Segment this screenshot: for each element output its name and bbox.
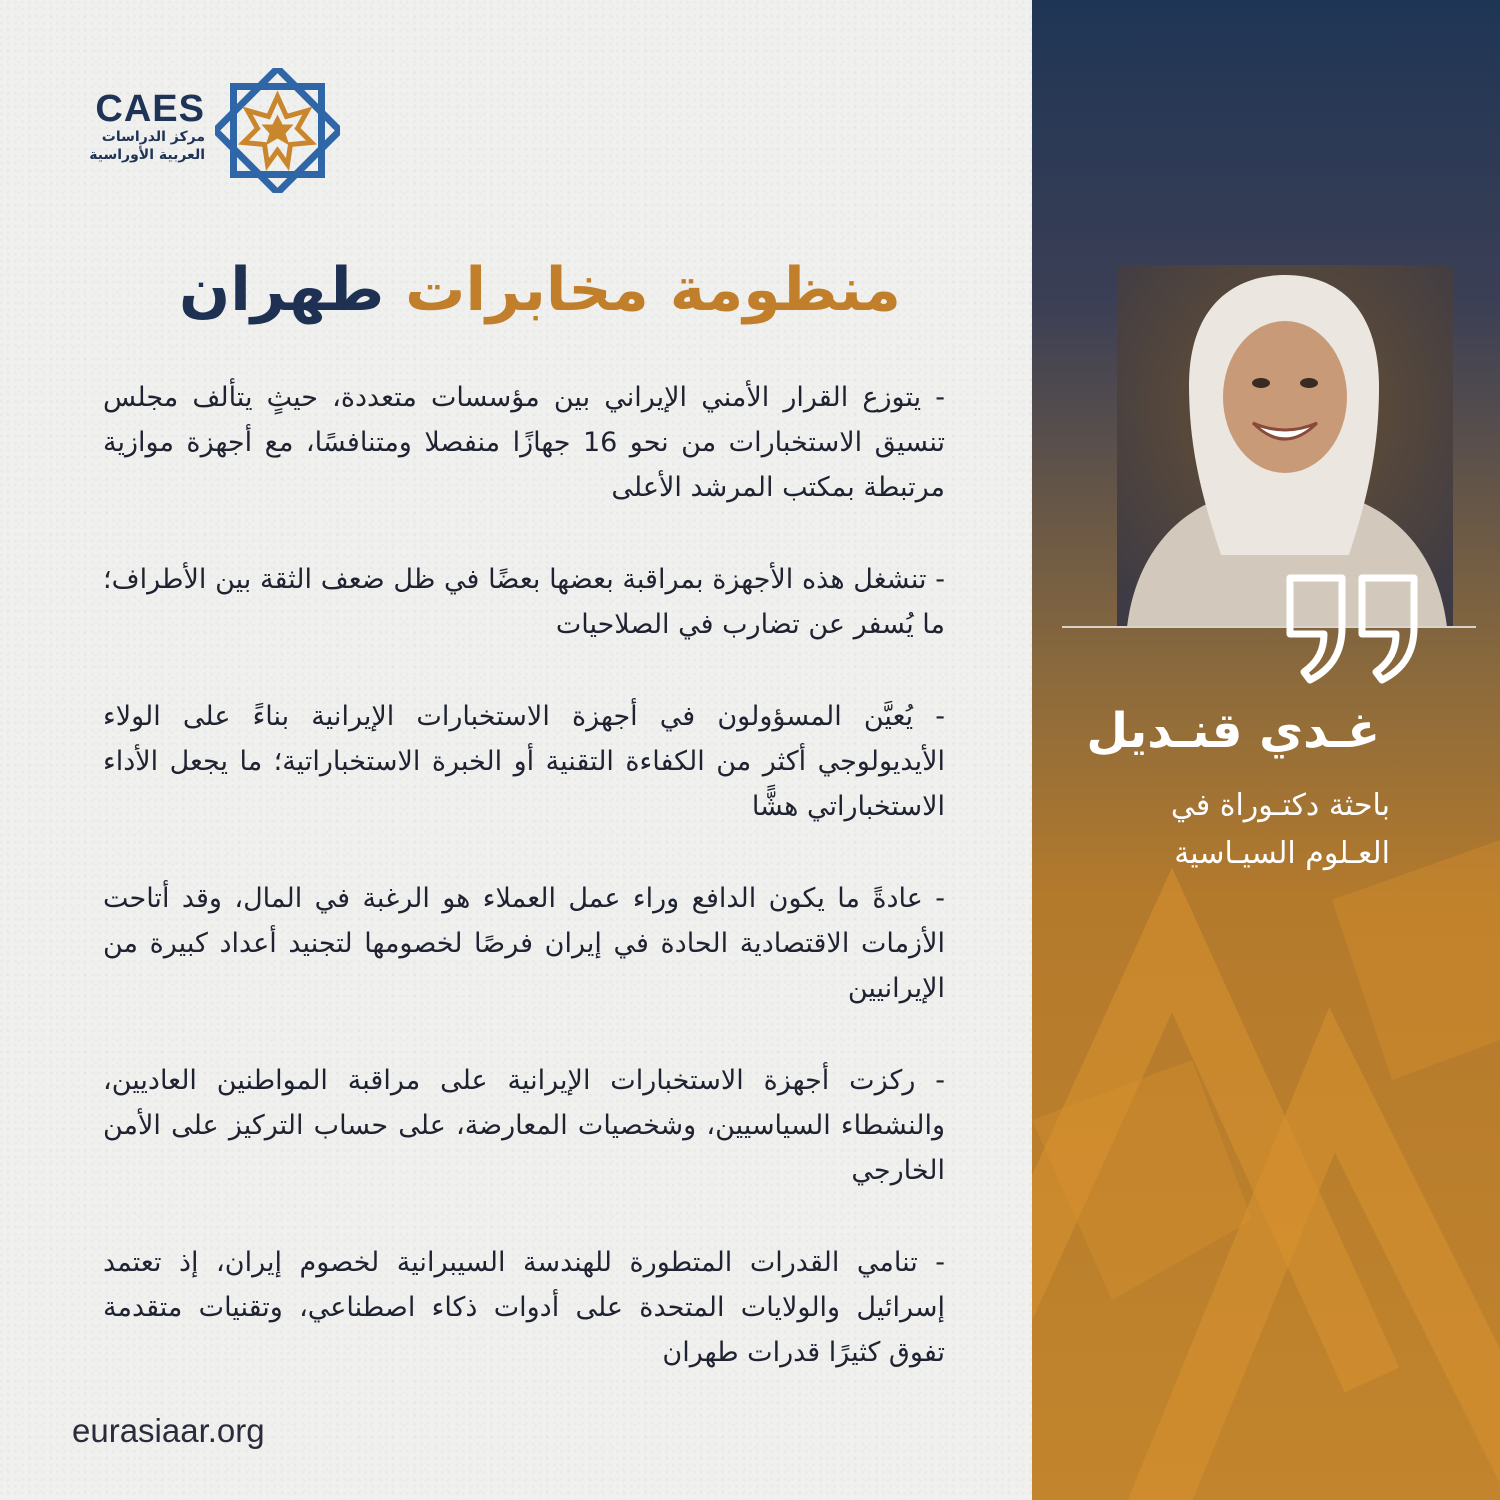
- title-part-2: طهران: [179, 255, 385, 325]
- bullet-item: - تنامي القدرات المتطورة للهندسة السيبرانية لخصوم إيران، إذ تعتمد إسرائيل والولايات المتحدة على أدوات ذكاء اصطناعي، وتقنيات متقدمة تفوق كثيرًا قدرات طهران: [103, 1247, 945, 1368]
- closing-quote-icon: [1280, 570, 1425, 685]
- eight-point-star-icon: [215, 68, 340, 193]
- logo-text-block: [80, 90, 205, 164]
- bullet-list: [103, 375, 945, 1422]
- bullet-item: - ركزت أجهزة الاستخبارات الإيرانية على مراقبة المواطنين العاديين، والنشطاء السياسيين، وشخصيات المعارضة، على حساب التركيز على الأمن الخارجي: [103, 1065, 945, 1186]
- decorative-star-pattern: [1032, 820, 1500, 1500]
- bullet-item: - يُعيَّن المسؤولون في أجهزة الاستخبارات الإيرانية بناءً على الولاء الأيديولوجي أكثر من الكفاءة التقنية أو الخبرة الاستخباراتية؛ ما يجعل الأداء الاستخباراتي هشًّا: [103, 701, 945, 822]
- title-part-1: منظومة مخابرات: [405, 255, 901, 325]
- logo-line-2: العربية الأوراسية: [89, 147, 205, 163]
- author-role: [1080, 782, 1390, 878]
- author-role-line-1: باحثة دكتـوراة في: [1170, 788, 1390, 823]
- logo-acronym: CAES: [95, 88, 205, 130]
- logo-line-1: مركز الدراسات: [101, 129, 205, 145]
- page-title: [100, 250, 980, 330]
- website-url[interactable]: eurasiaar.org: [72, 1412, 265, 1449]
- caes-logo: [80, 68, 345, 193]
- bullet-item: - تنشغل هذه الأجهزة بمراقبة بعضها بعضًا في ظل ضعف الثقة بين الأطراف؛ ما يُسفر عن تضارب في الصلاحيات: [103, 564, 945, 640]
- bullet-item: - يتوزع القرار الأمني الإيراني بين مؤسسات متعددة، حيثٍ يتألف مجلس تنسيق الاستخبارات من نحو 16 جهازًا منفصلا ومتنافسًا، مع أجهزة موازية مرتبطة بمكتب المرشد الأعلى: [103, 382, 945, 503]
- author-name: غـدي قنـديل: [1086, 703, 1380, 759]
- bullet-item: - عادةً ما يكون الدافع وراء عمل العملاء هو الرغبة في المال، وقد أتاحت الأزمات الاقتصادية الحادة في إيران فرصًا لخصومها لتجنيد أعداد كبيرة من الإيرانيين: [103, 883, 945, 1004]
- author-role-line-2: العـلوم السيـاسية: [1174, 836, 1390, 871]
